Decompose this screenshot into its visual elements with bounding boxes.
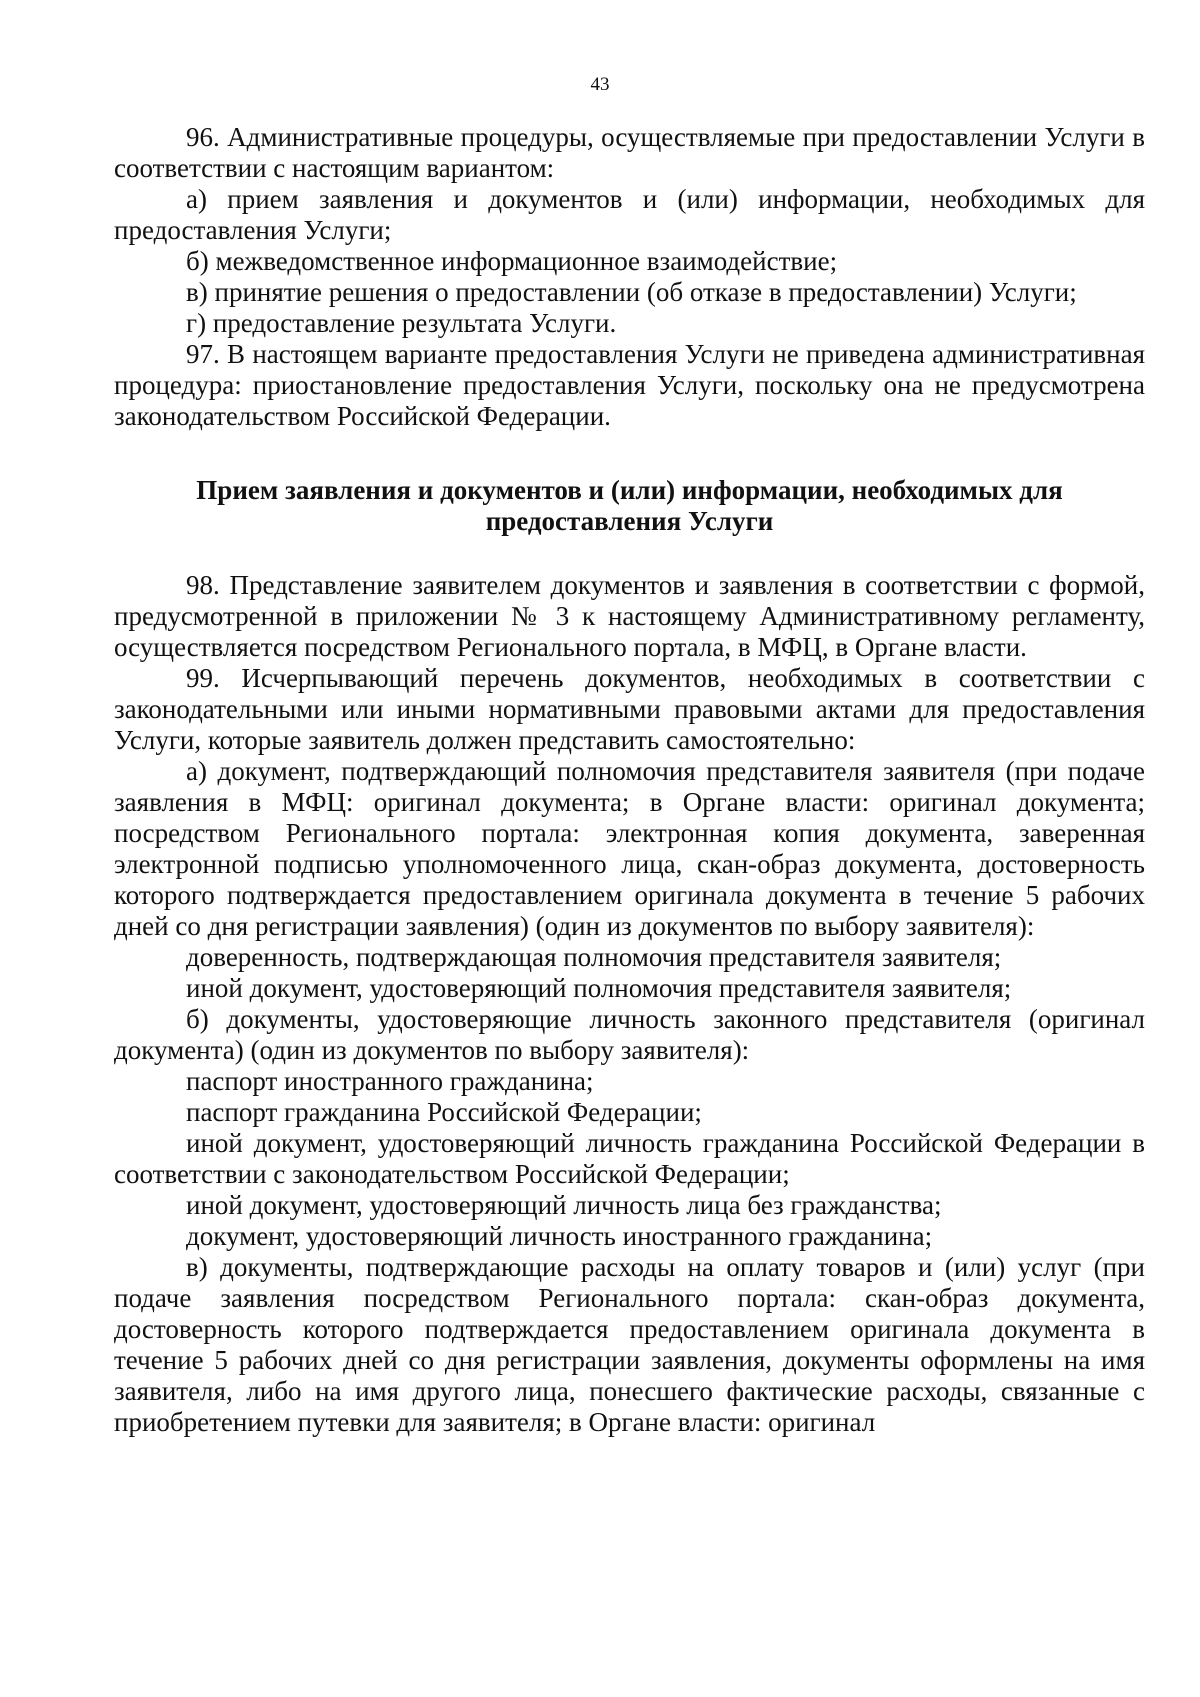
page-number: 43	[590, 74, 610, 95]
list-subitem-99-a-2: иной документ, удостоверяющий полномочия представителя заявителя;	[186, 973, 1012, 1003]
list-item-99-b: б) документы, удостоверяющие личность законного представителя (оригинал документа) (один из документов по выбору заявителя):	[114, 1004, 1145, 1065]
list-item-96-a: а) прием заявления и документов и (или) информации, необходимых для предоставления Услуги;	[114, 184, 1145, 245]
paragraph-97: 97. В настоящем варианте предоставления Услуги не приведена административная процедура: приостановление предоставления Услуги, поскольку она не предусмотрена законодательством Российской Федерации.	[114, 339, 1145, 431]
list-item-96-v: в) принятие решения о предоставлении (об отказе в предоставлении) Услуги;	[186, 277, 1077, 307]
document-body	[114, 122, 1145, 1438]
list-item-99-a: а) документ, подтверждающий полномочия представителя заявителя (при подаче заявления в МФЦ: оригинал документа; в Органе власти: оригинал документа; посредством Регионального портала: электронная копия документа, заверенная электронной подписью уполномоченного лица, скан-образ документа, достоверность которого подтверждается предоставлением оригинала документа в течение 5 рабочих дней со дня регистрации заявления) (один из документов по выбору заявителя):	[114, 756, 1145, 941]
list-subitem-99-a-1: доверенность, подтверждающая полномочия представителя заявителя;	[186, 942, 1002, 972]
section-heading-line-1: Прием заявления и документов и (или) информации, необходимых для	[196, 475, 1063, 505]
list-subitem-99-b-3: иной документ, удостоверяющий личность гражданина Российской Федерации в соответствии с законодательством Российской Федерации;	[114, 1128, 1145, 1189]
list-item-99-v: в) документы, подтверждающие расходы на оплату товаров и (или) услуг (при подаче заявления посредством Регионального портала: скан-образ документа, достоверность которого подтверждается предоставлением оригинала документа в течение 5 рабочих дней со дня регистрации заявления, документы оформлены на имя заявителя, либо на имя другого лица, понесшего фактические расходы, связанные с приобретением путевки для заявителя; в Органе власти: оригинал	[114, 1252, 1145, 1437]
paragraph-99: 99. Исчерпывающий перечень документов, необходимых в соответствии с законодательными или иными нормативными правовыми актами для предоставления Услуги, которые заявитель должен представить самостоятельно:	[114, 663, 1145, 755]
list-subitem-99-b-2: паспорт гражданина Российской Федерации;	[186, 1097, 702, 1127]
paragraph-96: 96. Административные процедуры, осуществляемые при предоставлении Услуги в соответствии с настоящим вариантом:	[114, 122, 1145, 183]
list-subitem-99-b-5: документ, удостоверяющий личность иностранного гражданина;	[186, 1221, 933, 1251]
list-item-96-g: г) предоставление результата Услуги.	[186, 308, 617, 338]
section-heading-line-2: предоставления Услуги	[485, 506, 774, 536]
list-item-96-b: б) межведомственное информационное взаимодействие;	[186, 246, 838, 276]
list-subitem-99-b-4: иной документ, удостоверяющий личность лица без гражданства;	[186, 1190, 942, 1220]
section-heading	[114, 475, 1145, 537]
list-subitem-99-b-1: паспорт иностранного гражданина;	[186, 1066, 594, 1096]
paragraph-98: 98. Представление заявителем документов и заявления в соответствии с формой, предусмотренной в приложении № 3 к настоящему Административному регламенту, осуществляется посредством Регионального портала, в МФЦ, в Органе власти.	[114, 570, 1145, 662]
